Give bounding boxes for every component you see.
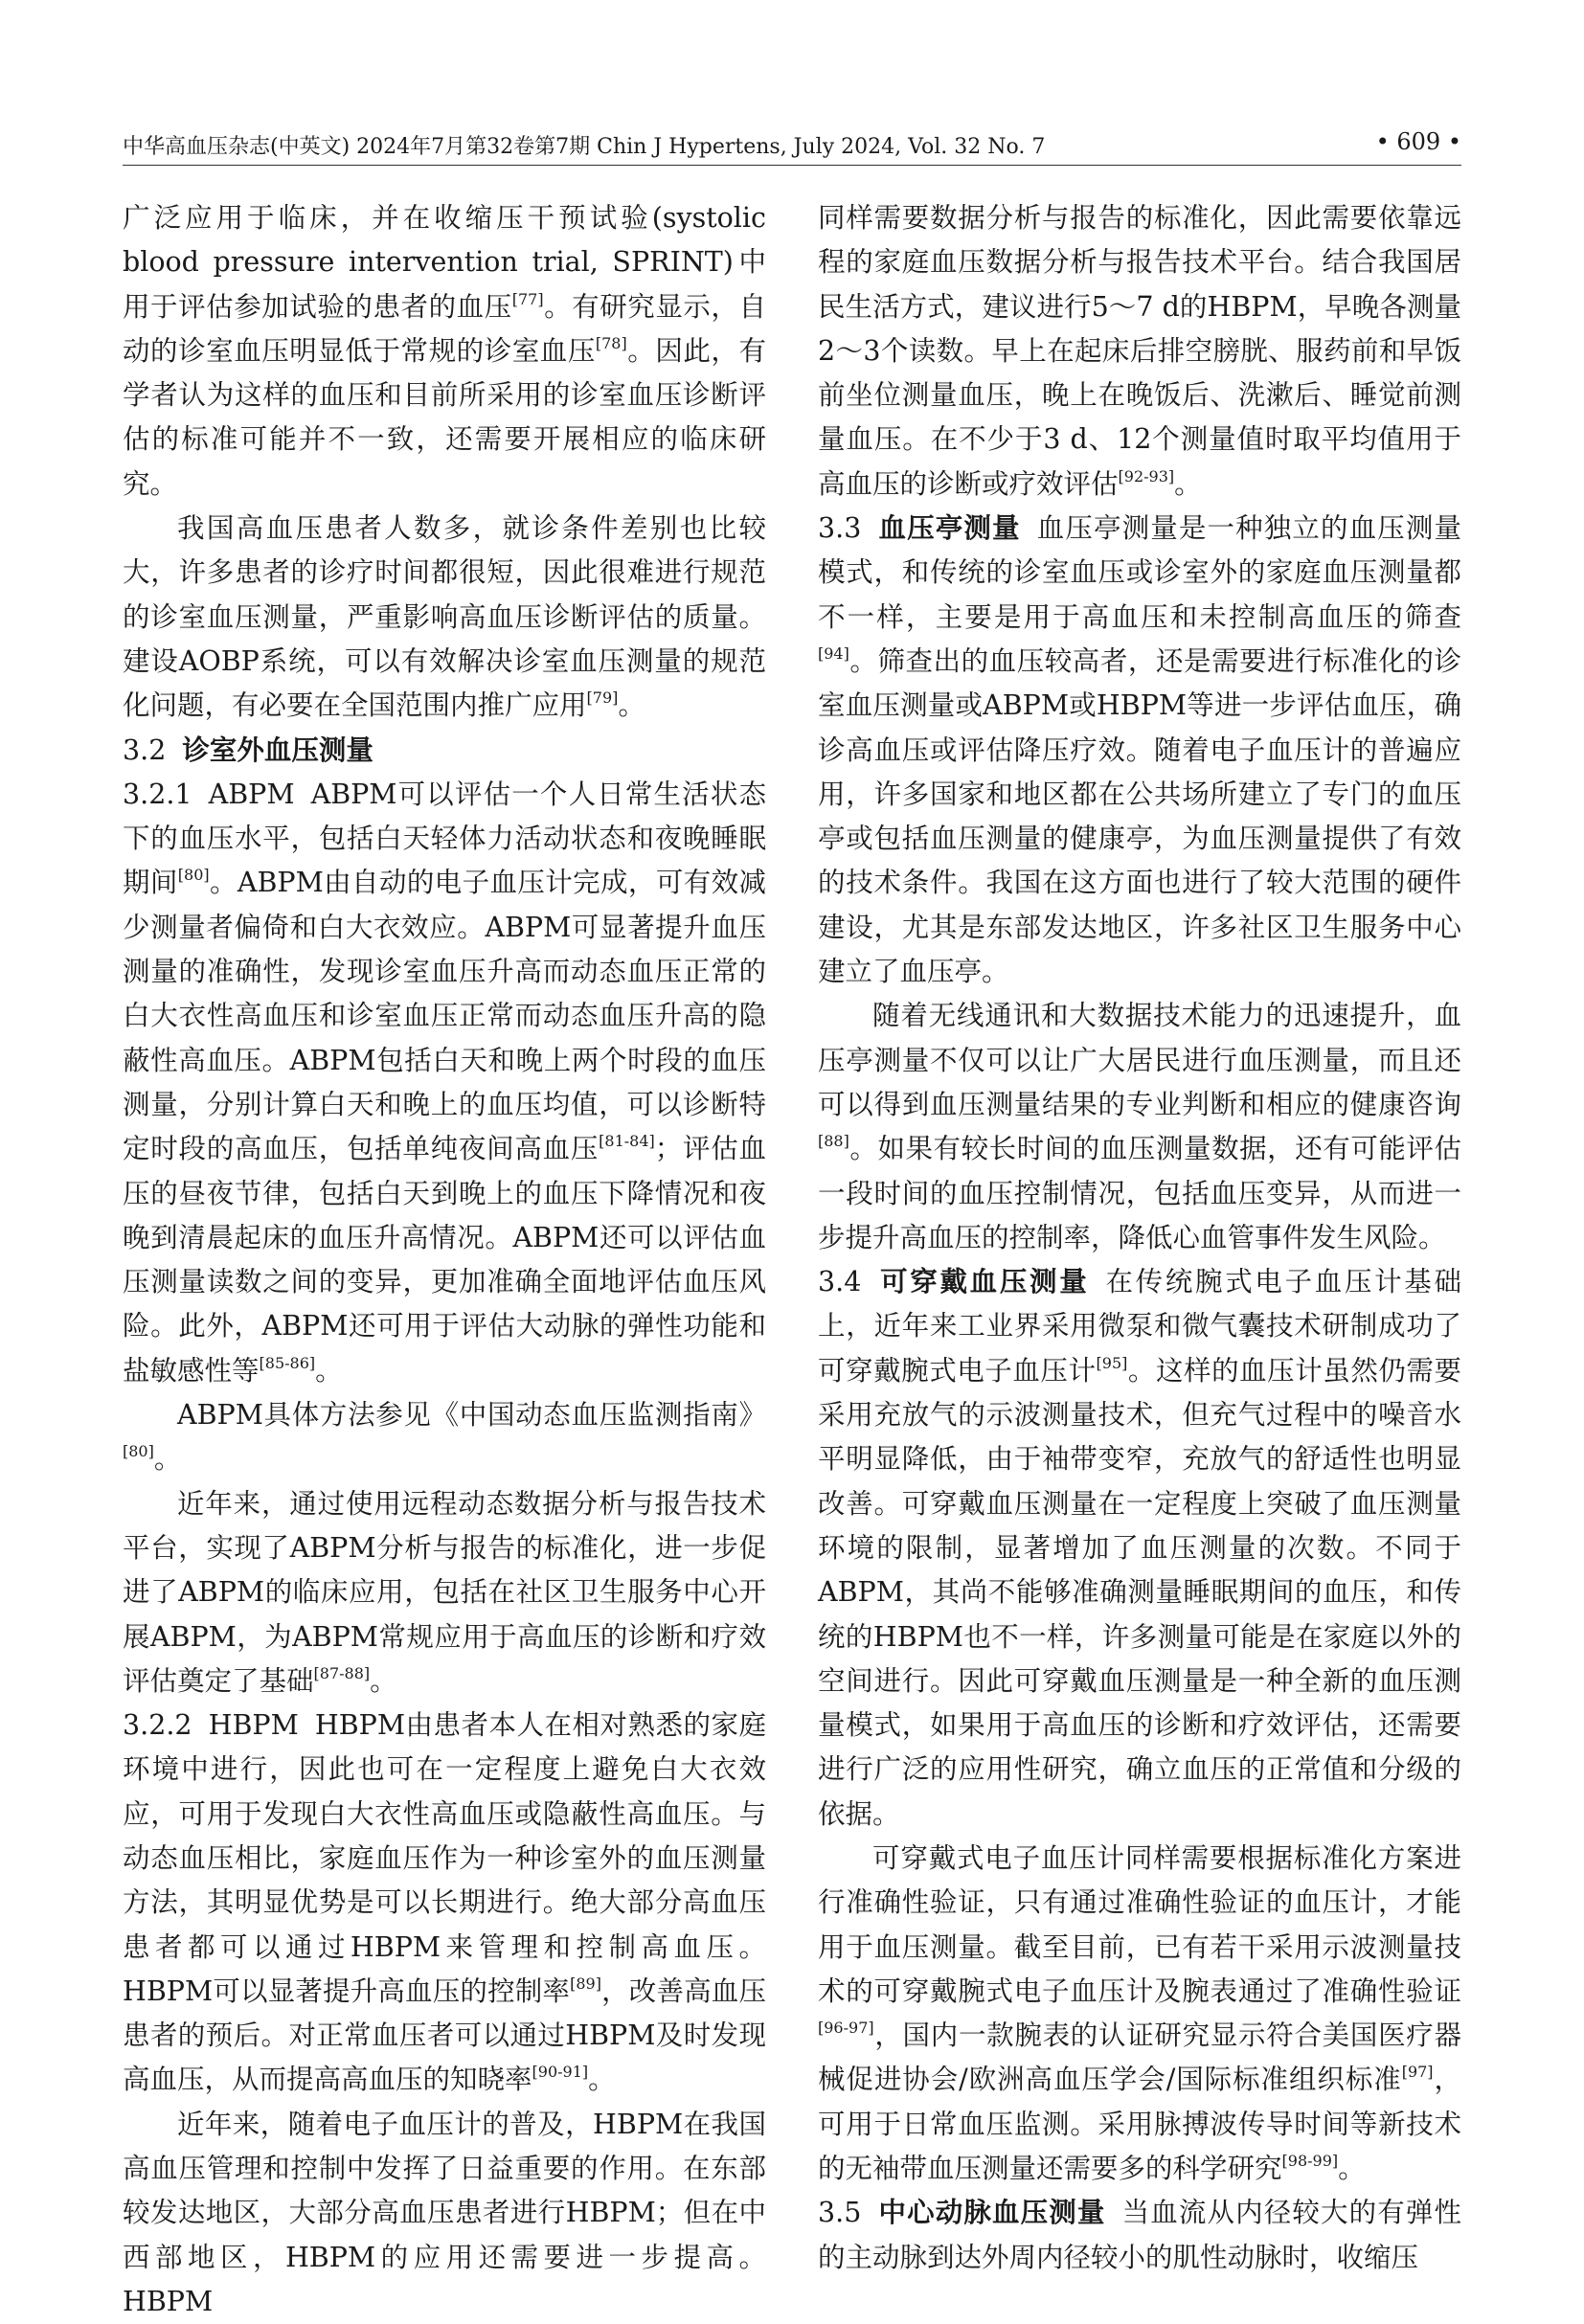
reference[interactable]: [96-97] [818,2019,874,2038]
running-header [123,126,1461,166]
reference[interactable]: [89] [570,1974,601,1993]
reference[interactable]: [92-93] [1118,466,1175,485]
reference[interactable]: [85-86] [259,1353,316,1372]
reference[interactable]: [97] [1401,2063,1434,2082]
paragraph: 3.5 中心动脉血压测量 当血流从内径较大的有弹性的主动脉到达外周内径较小的肌性动脉时，收缩压 [818,2197,1461,2273]
reference[interactable]: [94] [818,643,849,663]
reference[interactable]: [87-88] [313,1663,371,1682]
reference[interactable]: [90-91] [532,2063,589,2082]
paragraph: 近年来，随着电子血压计的普及，HBPM在我国高血压管理和控制中发挥了日益重要的作用。在东部较发达地区，大部分高血压患者进行HBPM；但在中西部地区，HBPM的应用还需要进一步提高。HBPM [123,2108,766,2317]
reference[interactable]: [80] [177,866,210,885]
reference[interactable]: [79] [586,688,619,708]
paragraph: 3.3 血压亭测量 血压亭测量是一种独立的血压测量模式，和传统的诊室血压或诊室外的家庭血压测量都不一样，主要是用于高血压和未控制高血压的筛查[94]。筛查出的血压较高者，还是需要进行标准化的诊室血压测量或ABPM或HBPM等进一步评估血压，确诊高血压或评估降压疗效。随着电子血压计的普遍应用，许多国家和地区都在公共场所建立了专门的血压亭或包括血压测量的健康亭，为血压测量提供了有效的技术条件。我国在这方面也进行了较大范围的硬件建设，尤其是东部发达地区，许多社区卫生服务中心建立了血压亭。 [818,512,1461,988]
reference[interactable]: [88] [818,1132,849,1151]
reference[interactable]: [81-84] [599,1132,655,1151]
paragraph: ABPM具体方法参见《中国动态血压监测指南》[80]。 [123,1399,766,1476]
section-heading: 3.2 诊室外血压测量 [123,733,373,766]
reference[interactable]: [95] [1096,1353,1128,1372]
journal-citation: 中华高血压杂志(中英文) 2024年7月第32卷第7期 Chin J Hypertens, July 2024, Vol. 32 No. 7 [123,135,1046,159]
right-column [818,196,1461,2280]
left-column [123,196,766,2324]
reference[interactable]: [80] [123,1442,154,1461]
paragraph: 近年来，通过使用远程动态数据分析与报告技术平台，实现了ABPM分析与报告的标准化，进一步促进了ABPM的临床应用，包括在社区卫生服务中心开展ABPM，为ABPM常规应用于高血压的诊断和疗效评估奠定了基础[87-88]。 [123,1487,766,1697]
paragraph: 广泛应用于临床，并在收缩压干预试验(systolic blood pressure intervention trial, SPRINT)中用于评估参加试验的患者的血压[77]。有研究显示，自动的诊室血压明显低于常规的诊室血压[78]。因此，有学者认为这样的血压和目前所采用的诊室血压诊断评估的标准可能并不一致，还需要开展相应的临床研究。 [123,202,766,500]
reference[interactable]: [98-99] [1281,2152,1339,2171]
reference[interactable]: [77] [511,289,544,308]
paragraph: 同样需要数据分析与报告的标准化，因此需要依靠远程的家庭血压数据分析与报告技术平台。结合我国居民生活方式，建议进行5～7 d的HBPM，早晚各测量2～3个读数。早上在起床后排空膀胱、服药前和早饭前坐位测量血压，晚上在晚饭后、洗漱后、睡觉前测量血压。在不少于3 d、12个测量值时取平均值用于高血压的诊断或疗效评估[92-93]。 [818,202,1461,500]
paragraph: 3.2.1 ABPM ABPM可以评估一个人日常生活状态下的血压水平，包括白天轻体力活动状态和夜晚睡眠期间[80]。ABPM由自动的电子血压计完成，可有效减少测量者偏倚和白大衣效应。ABPM可显著提升血压测量的准确性，发现诊室血压升高而动态血压正常的白大衣性高血压和诊室血压正常而动态血压升高的隐蔽性高血压。ABPM包括白天和晚上两个时段的血压测量，分别计算白天和晚上的血压均值，可以诊断特定时段的高血压，包括单纯夜间高血压[81-84]；评估血压的昼夜节律，包括白天到晚上的血压下降情况和夜晚到清晨起床的血压升高情况。ABPM还可以评估血压测量读数之间的变异，更加准确全面地评估血压风险。此外，ABPM还可用于评估大动脉的弹性功能和盐敏感性等[85-86]。 [123,778,766,1387]
paragraph: 3.2.2 HBPM HBPM由患者本人在相对熟悉的家庭环境中进行，因此也可在一定程度上避免白大衣效应，可用于发现白大衣性高血压或隐蔽性高血压。与动态血压相比，家庭血压作为一种诊室外的血压测量方法，其明显优势是可以长期进行。绝大部分高血压患者都可以通过HBPM来管理和控制高血压。HBPM可以显著提升高血压的控制率[89]，改善高血压患者的预后。对正常血压者可以通过HBPM及时发现高血压，从而提高高血压的知晓率[90-91]。 [123,1709,766,2096]
paragraph: 我国高血压患者人数多，就诊条件差别也比较大，许多患者的诊疗时间都很短，因此很难进行规范的诊室血压测量，严重影响高血压诊断评估的质量。建设AOBP系统，可以有效解决诊室血压测量的规范化问题，有必要在全国范围内推广应用[79]。 [123,512,766,722]
paragraph: 可穿戴式电子血压计同样需要根据标准化方案进行准确性验证，只有通过准确性验证的血压计，才能用于血压测量。截至目前，已有若干采用示波测量技术的可穿戴腕式电子血压计及腕表通过了准确性验证[96-97]，国内一款腕表的认证研究显示符合美国医疗器械促进协会/欧洲高血压学会/国际标准组织标准[97]，可用于日常血压监测。采用脉搏波传导时间等新技术的无袖带血压测量还需要多的科学研究[98-99]。 [818,1841,1461,2185]
paragraph: 3.4 可穿戴血压测量 在传统腕式电子血压计基础上，近年来工业界采用微泵和微气囊技术研制成功了可穿戴腕式电子血压计[95]。这样的血压计虽然仍需要采用充放气的示波测量技术，但充气过程中的噪音水平明显降低，由于袖带变窄，充放气的舒适性也明显改善。可穿戴血压测量在一定程度上突破了血压测量环境的限制，显著增加了血压测量的次数。不同于ABPM，其尚不能够准确测量睡眠期间的血压，和传统的HBPM也不一样，许多测量可能是在家庭以外的空间进行。因此可穿戴血压测量是一种全新的血压测量模式，如果用于高血压的诊断和疗效评估，还需要进行广泛的应用性研究，确立血压的正常值和分级的依据。 [818,1266,1461,1830]
paragraph: 随着无线通讯和大数据技术能力的迅速提升，血压亭测量不仅可以让广大居民进行血压测量，而且还可以得到血压测量结果的专业判断和相应的健康咨询[88]。如果有较长时间的血压测量数据，还有可能评估一段时间的血压控制情况，包括血压变异，从而进一步提升高血压的控制率，降低心血管事件发生风险。 [818,1000,1461,1253]
page-number: • 609 • [1375,128,1461,155]
reference[interactable]: [78] [595,333,627,352]
